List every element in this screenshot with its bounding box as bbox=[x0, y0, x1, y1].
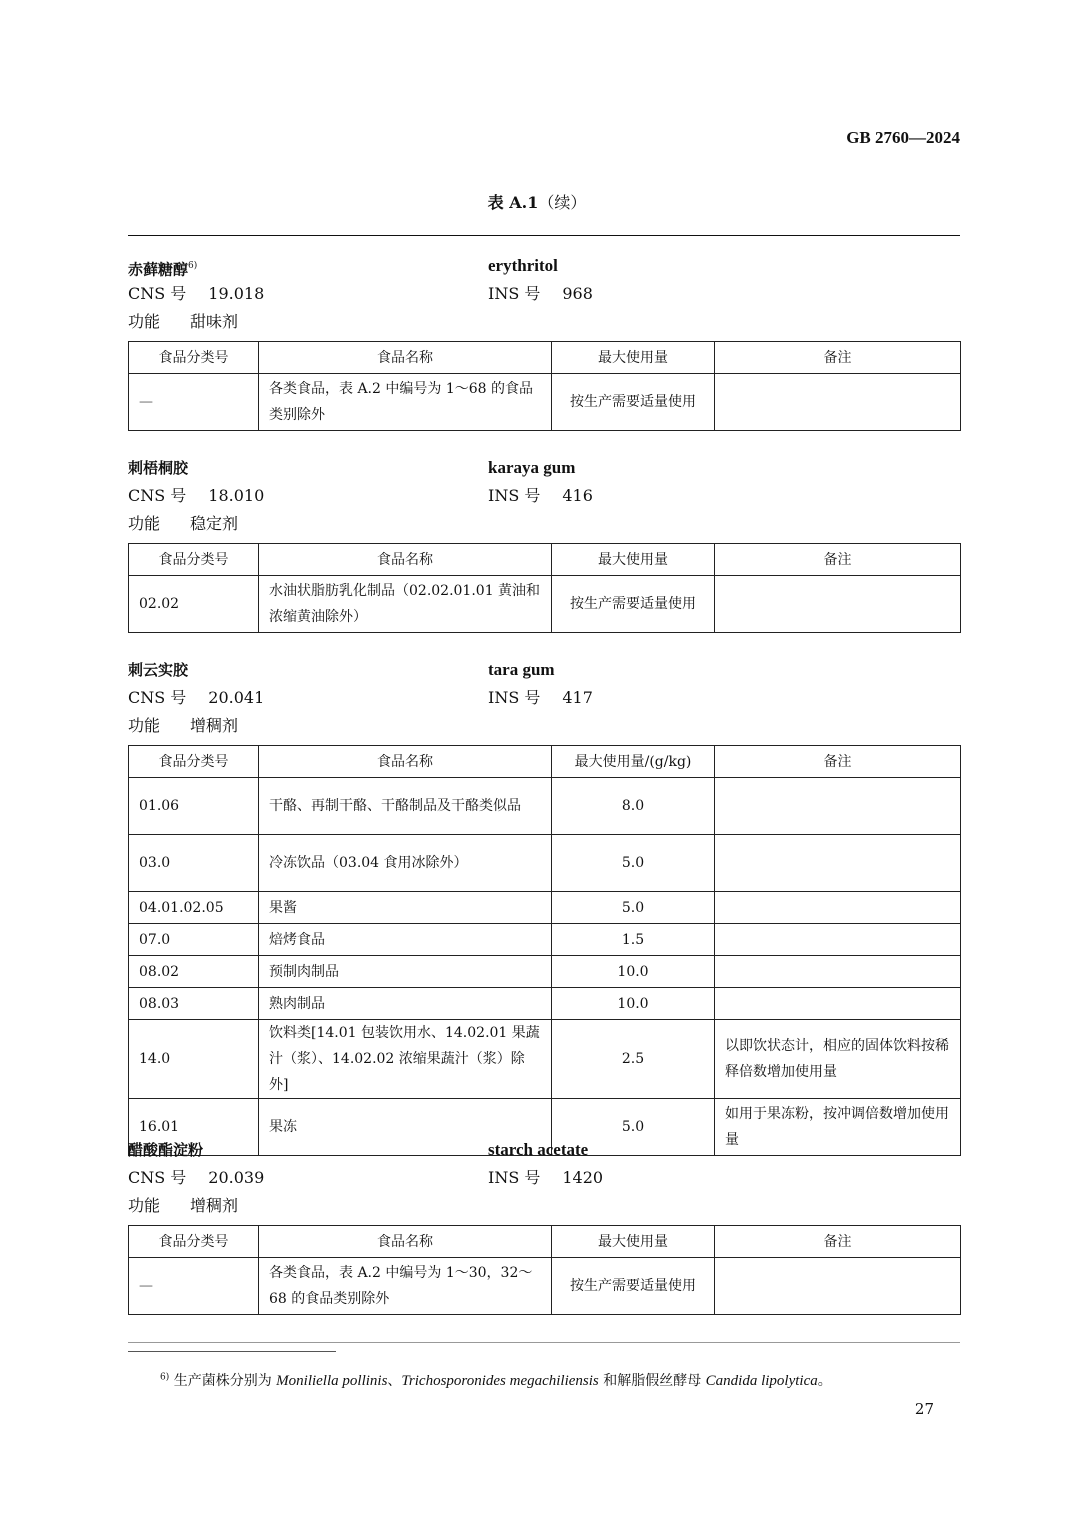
ins-group bbox=[488, 684, 593, 712]
remarks bbox=[715, 835, 961, 892]
max-usage: 10.0 bbox=[552, 988, 715, 1020]
usage-table bbox=[128, 745, 961, 1156]
ins-group bbox=[488, 1164, 603, 1192]
usage-table bbox=[128, 341, 961, 431]
max-usage: 1.5 bbox=[552, 924, 715, 956]
chinese-name: 刺云实胶 bbox=[128, 661, 189, 679]
food-name: 果冻 bbox=[259, 1099, 552, 1156]
food-name: 预制肉制品 bbox=[259, 956, 552, 988]
table-header-row bbox=[129, 1226, 961, 1258]
additive-section bbox=[128, 1136, 960, 1315]
column-header: 备注 bbox=[715, 746, 961, 778]
remarks bbox=[715, 1258, 961, 1315]
code-line bbox=[128, 684, 960, 712]
function-line bbox=[128, 308, 960, 336]
species-name: Moniliella pollinis bbox=[276, 1373, 388, 1389]
column-header: 食品名称 bbox=[259, 544, 552, 576]
standard-number: GB 2760—2024 bbox=[846, 128, 960, 147]
usage-table bbox=[128, 1225, 961, 1315]
table-caption bbox=[0, 190, 1074, 213]
remarks bbox=[715, 374, 961, 431]
max-usage: 2.5 bbox=[552, 1020, 715, 1099]
ins-number: 417 bbox=[562, 688, 593, 707]
table-row bbox=[129, 835, 961, 892]
column-header: 食品名称 bbox=[259, 746, 552, 778]
table-header-row bbox=[129, 746, 961, 778]
table-row bbox=[129, 576, 961, 633]
page-number: 27 bbox=[914, 1400, 934, 1418]
name-line bbox=[128, 1136, 960, 1164]
function-label: 功能 bbox=[128, 514, 161, 533]
remarks: 如用于果冻粉，按冲调倍数增加使用量 bbox=[715, 1099, 961, 1156]
ins-group bbox=[488, 482, 593, 510]
food-name: 水油状脂肪乳化制品（02.02.01.01 黄油和浓缩黄油除外） bbox=[259, 576, 552, 633]
code-line bbox=[128, 482, 960, 510]
category-code: — bbox=[129, 1258, 259, 1315]
name-line bbox=[128, 252, 960, 280]
column-header: 最大使用量/(g/kg) bbox=[552, 746, 715, 778]
table-row bbox=[129, 924, 961, 956]
function-label: 功能 bbox=[128, 312, 161, 331]
function-line bbox=[128, 510, 960, 538]
chinese-name: 醋酸酯淀粉 bbox=[128, 1141, 204, 1159]
cns-label: CNS 号 bbox=[128, 1168, 187, 1187]
cns-number: 20.039 bbox=[208, 1168, 265, 1187]
max-usage: 8.0 bbox=[552, 778, 715, 835]
food-name: 果酱 bbox=[259, 892, 552, 924]
code-line bbox=[128, 1164, 960, 1192]
caption-label: 表 A.1 bbox=[487, 193, 539, 212]
chinese-name: 刺梧桐胶 bbox=[128, 459, 189, 477]
table-header-row bbox=[129, 544, 961, 576]
cns-label: CNS 号 bbox=[128, 486, 187, 505]
footnote-rule bbox=[128, 1342, 960, 1343]
function-value: 增稠剂 bbox=[190, 716, 239, 735]
food-name: 干酪、再制干酪、干酪制品及干酪类似品 bbox=[259, 778, 552, 835]
caption-continued: （续） bbox=[538, 193, 587, 212]
remarks bbox=[715, 924, 961, 956]
cns-number: 18.010 bbox=[208, 486, 265, 505]
category-code: — bbox=[129, 374, 259, 431]
column-header: 食品分类号 bbox=[129, 342, 259, 374]
additive-section bbox=[128, 252, 960, 431]
function-value: 稳定剂 bbox=[190, 514, 239, 533]
footnote-end: 。 bbox=[817, 1373, 832, 1389]
food-name: 熟肉制品 bbox=[259, 988, 552, 1020]
column-header: 食品分类号 bbox=[129, 1226, 259, 1258]
food-name: 各类食品，表 A.2 中编号为 1～30，32～68 的食品类别除外 bbox=[259, 1258, 552, 1315]
remarks bbox=[715, 956, 961, 988]
function-line bbox=[128, 1192, 960, 1220]
additive-section bbox=[128, 454, 960, 633]
remarks bbox=[715, 778, 961, 835]
column-header: 最大使用量 bbox=[552, 342, 715, 374]
ins-number: 1420 bbox=[562, 1168, 604, 1187]
english-name: erythritol bbox=[488, 256, 558, 275]
cns-number: 19.018 bbox=[208, 284, 265, 303]
remarks: 以即饮状态计，相应的固体饮料按稀释倍数增加使用量 bbox=[715, 1020, 961, 1099]
max-usage: 5.0 bbox=[552, 892, 715, 924]
remarks bbox=[715, 988, 961, 1020]
footnote bbox=[160, 1370, 832, 1390]
table-row bbox=[129, 1258, 961, 1315]
table-row bbox=[129, 778, 961, 835]
name-line bbox=[128, 656, 960, 684]
column-header: 食品名称 bbox=[259, 342, 552, 374]
column-header: 最大使用量 bbox=[552, 1226, 715, 1258]
table-row bbox=[129, 374, 961, 431]
cns-label: CNS 号 bbox=[128, 284, 187, 303]
ins-group bbox=[488, 280, 593, 308]
function-line bbox=[128, 712, 960, 740]
category-code: 08.03 bbox=[129, 988, 259, 1020]
species-name: Trichosporonides megachiliensis bbox=[401, 1373, 599, 1389]
top-rule bbox=[128, 235, 960, 236]
column-header: 食品分类号 bbox=[129, 544, 259, 576]
column-header: 最大使用量 bbox=[552, 544, 715, 576]
table-row bbox=[129, 1020, 961, 1099]
cns-number: 20.041 bbox=[208, 688, 265, 707]
category-code: 04.01.02.05 bbox=[129, 892, 259, 924]
category-code: 03.0 bbox=[129, 835, 259, 892]
usage-table bbox=[128, 543, 961, 633]
column-header: 备注 bbox=[715, 342, 961, 374]
remarks bbox=[715, 576, 961, 633]
function-label: 功能 bbox=[128, 716, 161, 735]
footnote-mark: 6) bbox=[160, 1372, 170, 1383]
category-code: 01.06 bbox=[129, 778, 259, 835]
ins-number: 968 bbox=[562, 284, 593, 303]
footnote-text: 生产菌株分别为 bbox=[173, 1373, 277, 1389]
ins-number: 416 bbox=[562, 486, 593, 505]
english-name: starch acetate bbox=[488, 1140, 589, 1159]
table-header-row bbox=[129, 342, 961, 374]
ins-label: INS 号 bbox=[488, 486, 541, 505]
food-name: 各类食品，表 A.2 中编号为 1～68 的食品类别除外 bbox=[259, 374, 552, 431]
code-line bbox=[128, 280, 960, 308]
food-name: 饮料类[14.01 包装饮用水、14.02.01 果蔬汁（浆）、14.02.02 浓缩果蔬汁（浆）除外] bbox=[259, 1020, 552, 1099]
max-usage: 5.0 bbox=[552, 835, 715, 892]
footnote-ref: 6) bbox=[188, 261, 198, 271]
max-usage: 10.0 bbox=[552, 956, 715, 988]
english-name: karaya gum bbox=[488, 458, 576, 477]
column-header: 食品分类号 bbox=[129, 746, 259, 778]
max-usage: 按生产需要适量使用 bbox=[552, 576, 715, 633]
footnote-text: 和解脂假丝酵母 bbox=[598, 1373, 706, 1389]
max-usage: 按生产需要适量使用 bbox=[552, 1258, 715, 1315]
table-row bbox=[129, 892, 961, 924]
column-header: 食品名称 bbox=[259, 1226, 552, 1258]
additive-section bbox=[128, 656, 960, 1156]
column-header: 备注 bbox=[715, 544, 961, 576]
category-code: 16.01 bbox=[129, 1099, 259, 1156]
function-value: 增稠剂 bbox=[190, 1196, 239, 1215]
category-code: 14.0 bbox=[129, 1020, 259, 1099]
cns-label: CNS 号 bbox=[128, 688, 187, 707]
remarks bbox=[715, 892, 961, 924]
name-line bbox=[128, 454, 960, 482]
species-name: Candida lipolytica bbox=[705, 1373, 818, 1389]
table-row bbox=[129, 988, 961, 1020]
food-name: 焙烤食品 bbox=[259, 924, 552, 956]
category-code: 07.0 bbox=[129, 924, 259, 956]
category-code: 08.02 bbox=[129, 956, 259, 988]
english-name: tara gum bbox=[488, 660, 555, 679]
max-usage: 按生产需要适量使用 bbox=[552, 374, 715, 431]
footnote-separator-char: 、 bbox=[387, 1373, 402, 1389]
category-code: 02.02 bbox=[129, 576, 259, 633]
ins-label: INS 号 bbox=[488, 284, 541, 303]
chinese-name: 赤藓糖醇 bbox=[128, 260, 189, 279]
table-row bbox=[129, 956, 961, 988]
function-label: 功能 bbox=[128, 1196, 161, 1215]
function-value: 甜味剂 bbox=[190, 312, 239, 331]
ins-label: INS 号 bbox=[488, 1168, 541, 1187]
footnote-separator bbox=[128, 1351, 336, 1352]
food-name: 冷冻饮品（03.04 食用冰除外） bbox=[259, 835, 552, 892]
column-header: 备注 bbox=[715, 1226, 961, 1258]
ins-label: INS 号 bbox=[488, 688, 541, 707]
max-usage: 5.0 bbox=[552, 1099, 715, 1156]
